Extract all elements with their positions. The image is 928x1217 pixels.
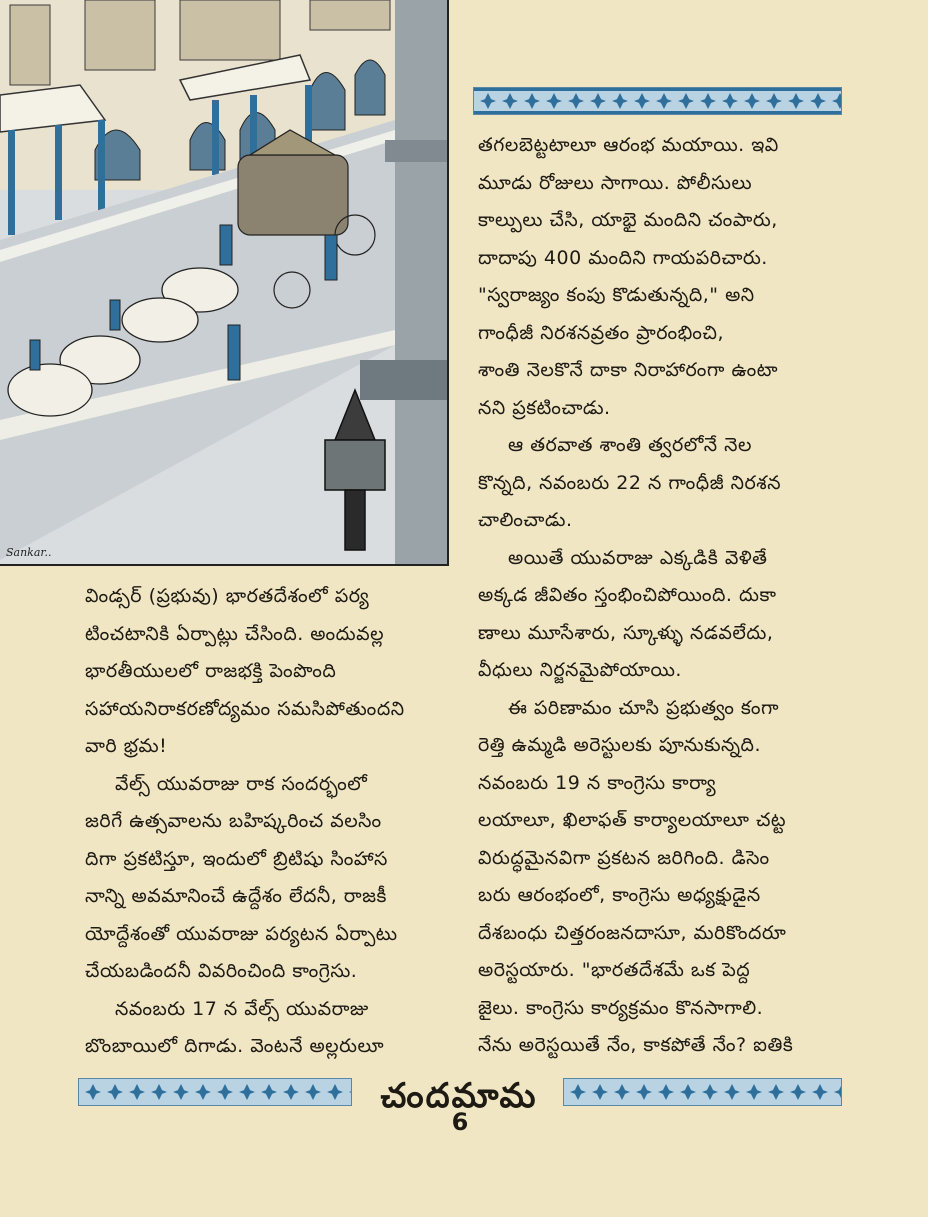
text-line: మూడు రోజులు సాగాయి. పోలీసులు bbox=[478, 171, 753, 194]
text-line: "స్వరాజ్యం కంపు కొడుతున్నది," అని bbox=[478, 284, 755, 306]
text-line: శాంతి నెలకొనే దాకా నిరాహారంగా ఉంటా bbox=[478, 359, 779, 381]
text-line: వారి భ్రమ! bbox=[85, 735, 168, 757]
text-line: యోద్దేశంతో యువరాజు పర్యటన ఏర్పాటు bbox=[85, 922, 398, 945]
text-line: నాన్ని అవమానించే ఉద్దేశం లేదనీ, రాజకీ bbox=[85, 885, 387, 907]
text-line: గాంధీజీ నిరశనవ్రతం ప్రారంభించి, bbox=[478, 321, 724, 344]
page-number: 6 bbox=[451, 1108, 469, 1136]
text-line: అయితే యువరాజు ఎక్కడికి వెళితే bbox=[508, 546, 768, 569]
text-line: ణాలు మూసేశారు, స్కూళ్ళు నడవలేదు, bbox=[478, 621, 774, 644]
illustration-royal-procession bbox=[0, 0, 449, 566]
decorative-border-footer-right bbox=[563, 1078, 842, 1106]
procession-drawing bbox=[0, 0, 447, 564]
text-line: బరు ఆరంభంలో, కాంగ్రెసు అధ్యక్షుడైన bbox=[478, 884, 761, 906]
text-line: అక్కడ జీవితం స్తంభించిపోయింది. దుకా bbox=[478, 584, 777, 606]
text-line: దేశబంధు చిత్తరంజనదాసూ, మరికొందరూ bbox=[478, 921, 787, 944]
text-line: బొంబాయిలో దిగాడు. వెంటనే అల్లరులూ bbox=[85, 1035, 385, 1057]
text-line: నవంబరు 17 న వేల్స్ యువరాజు bbox=[115, 997, 369, 1020]
text-line: చాలించాడు. bbox=[478, 509, 573, 531]
text-line: దిగా ప్రకటిస్తూ, ఇందులో బ్రిటిషు సింహాస bbox=[85, 847, 388, 870]
magazine-title: చందమామ bbox=[380, 1076, 538, 1116]
text-line: వీధులు నిర్జనమైపోయాయి. bbox=[478, 659, 682, 681]
text-line: కాల్పులు చేసి, యాభై మందిని చంపారు, bbox=[478, 209, 778, 231]
text-line: రెత్తి ఉమ్మడి అరెస్టులకు పూనుకున్నది. bbox=[478, 734, 761, 756]
text-line: జరిగే ఉత్సవాలను బహిష్కరించ వలసిం bbox=[85, 810, 382, 832]
text-line: నని ప్రకటించాడు. bbox=[478, 396, 611, 419]
text-line: సహాయనిరాకరణోద్యమం సమసిపోతుందని bbox=[85, 697, 405, 720]
text-line: తగలబెట్టటాలూ ఆరంభ మయాయి. ఇవి bbox=[478, 134, 779, 156]
text-line: విండ్సర్ (ప్రభువు) భారతదేశంలో పర్య bbox=[85, 585, 370, 607]
text-line: భారతీయులలో రాజభక్తి పెంపొంది bbox=[85, 660, 337, 682]
text-line: ఆ తరవాత శాంతి త్వరలోనే నెల bbox=[508, 434, 752, 456]
text-line: ఈ పరిణామం చూసి ప్రభుత్వం కంగా bbox=[508, 696, 779, 719]
left-column-text bbox=[85, 578, 447, 1066]
text-line: నేను అరెస్టయితే నేం, కాకపోతే నేం? ఐతికి bbox=[478, 1034, 794, 1056]
text-line: లయాలూ, ఖిలాఫత్ కార్యాలయాలూ చట్ట bbox=[478, 809, 787, 831]
text-line: చేయబడిందనీ వివరించింది కాంగ్రెసు. bbox=[85, 960, 358, 982]
text-line: అరెస్టయారు. "భారతదేశమే ఒక పెద్ద bbox=[478, 959, 751, 981]
decorative-border-top bbox=[473, 87, 842, 115]
text-line: జైలు. కాంగ్రెసు కార్యక్రమం కొనసాగాలి. bbox=[478, 996, 764, 1019]
artist-signature: Sankar.. bbox=[6, 546, 52, 559]
text-line: వేల్స్ యువరాజు రాక సందర్భంలో bbox=[115, 772, 368, 795]
text-line: దాదాపు 400 మందిని గాయపరిచారు. bbox=[478, 246, 768, 269]
text-line: విరుద్ధమైనవిగా ప్రకటన జరిగింది. డిసెం bbox=[478, 846, 770, 869]
right-column-text bbox=[478, 127, 850, 1065]
decorative-border-footer-left bbox=[78, 1078, 352, 1106]
text-line: టించటానికి ఏర్పాట్లు చేసింది. అందువల్ల bbox=[85, 622, 385, 645]
text-line: కొన్నది, నవంబరు 22 న గాంధీజీ నిరశన bbox=[478, 471, 782, 494]
text-line: నవంబరు 19 న కాంగ్రెసు కార్యా bbox=[478, 771, 717, 794]
